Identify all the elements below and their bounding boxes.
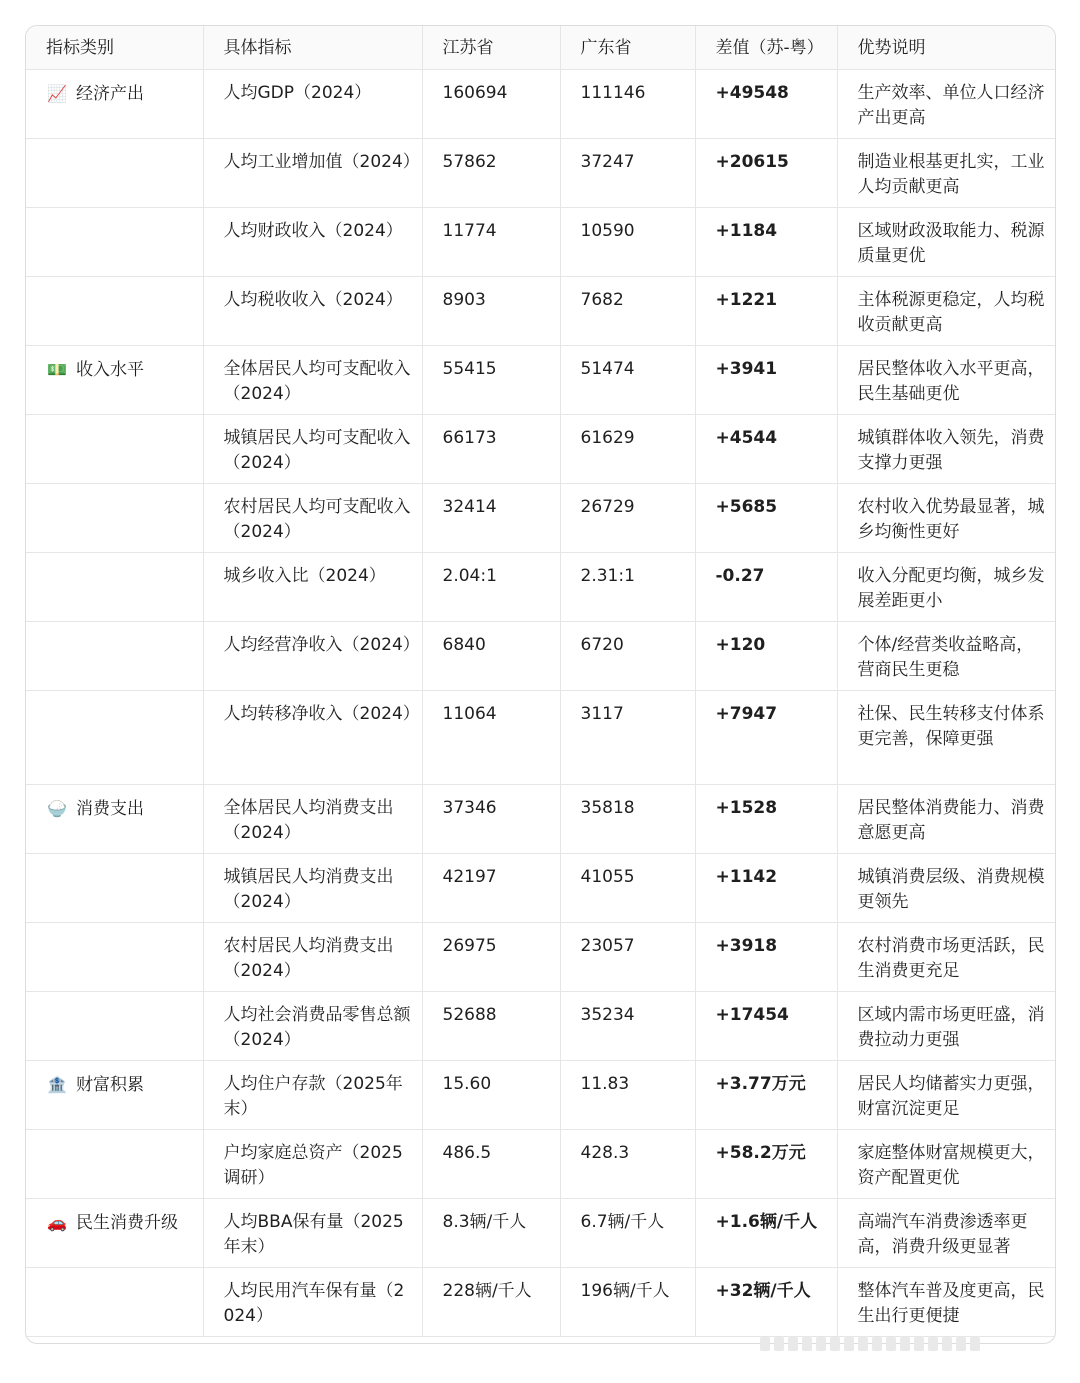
category-cell	[26, 992, 203, 1061]
difference-cell: +32辆/千人	[695, 1268, 837, 1337]
guangdong-value-cell: 26729	[560, 484, 695, 553]
table-row	[26, 622, 1055, 691]
indicator-cell: 人均财政收入（2024）	[203, 208, 422, 277]
table-row	[26, 1268, 1055, 1337]
indicator-cell: 农村居民人均消费支出（2024）	[203, 923, 422, 992]
category-cell	[26, 622, 203, 691]
table-header-row	[26, 26, 1055, 70]
difference-cell: +3.77万元	[695, 1061, 837, 1130]
advantage-note-cell: 制造业根基更扎实，工业人均贡献更高	[837, 139, 1055, 208]
difference-cell: -0.27	[695, 553, 837, 622]
category-cell	[26, 1268, 203, 1337]
difference-cell: +17454	[695, 992, 837, 1061]
guangdong-value-cell: 428.3	[560, 1130, 695, 1199]
advantage-note-cell: 社保、民生转移支付体系更完善，保障更强	[837, 691, 1055, 785]
guangdong-value-cell: 35818	[560, 785, 695, 854]
indicator-cell: 城乡收入比（2024）	[203, 553, 422, 622]
jiangsu-value-cell: 11064	[422, 691, 560, 785]
jiangsu-value-cell: 52688	[422, 992, 560, 1061]
advantage-note-cell: 城镇群体收入领先，消费支撑力更强	[837, 415, 1055, 484]
advantage-note-cell: 城镇消费层级、消费规模更领先	[837, 854, 1055, 923]
chart-increasing-icon: 📈	[47, 84, 67, 103]
difference-cell: +3941	[695, 346, 837, 415]
category-cell	[26, 208, 203, 277]
advantage-note-cell: 整体汽车普及度更高，民生出行更便捷	[837, 1268, 1055, 1337]
advantage-note-cell: 区域内需市场更旺盛，消费拉动力更强	[837, 992, 1055, 1061]
category-label: 消费支出	[76, 799, 144, 819]
table-row	[26, 1130, 1055, 1199]
jiangsu-value-cell: 37346	[422, 785, 560, 854]
category-cell	[26, 346, 203, 415]
indicator-cell: 人均住户存款（2025年末）	[203, 1061, 422, 1130]
difference-cell: +7947	[695, 691, 837, 785]
category-cell	[26, 70, 203, 139]
guangdong-value-cell: 111146	[560, 70, 695, 139]
indicator-cell: 城镇居民人均可支配收入（2024）	[203, 415, 422, 484]
indicator-cell: 人均民用汽车保有量（2024）	[203, 1268, 422, 1337]
shopping-icon: 🍚	[47, 799, 67, 818]
table-row	[26, 1061, 1055, 1130]
bank-icon: 🏦	[47, 1075, 67, 1094]
jiangsu-value-cell: 15.60	[422, 1061, 560, 1130]
table-row	[26, 691, 1055, 785]
guangdong-value-cell: 6720	[560, 622, 695, 691]
guangdong-value-cell: 51474	[560, 346, 695, 415]
difference-cell: +1.6辆/千人	[695, 1199, 837, 1268]
header-category: 指标类别	[26, 26, 203, 70]
category-label: 收入水平	[76, 360, 144, 380]
difference-cell: +20615	[695, 139, 837, 208]
indicator-cell: 全体居民人均可支配收入（2024）	[203, 346, 422, 415]
indicator-cell: 人均转移净收入（2024）	[203, 691, 422, 785]
category-cell	[26, 923, 203, 992]
category-cell	[26, 1130, 203, 1199]
header-indicator: 具体指标	[203, 26, 422, 70]
guangdong-value-cell: 7682	[560, 277, 695, 346]
category-cell	[26, 553, 203, 622]
indicator-cell: 户均家庭总资产（2025调研）	[203, 1130, 422, 1199]
table-row	[26, 1199, 1055, 1268]
money-icon: 💵	[47, 360, 67, 379]
jiangsu-value-cell: 11774	[422, 208, 560, 277]
header-advantage: 优势说明	[837, 26, 1055, 70]
table-row	[26, 70, 1055, 139]
jiangsu-value-cell: 8.3辆/千人	[422, 1199, 560, 1268]
table-row	[26, 139, 1055, 208]
comparison-table	[26, 26, 1055, 1337]
table-row	[26, 346, 1055, 415]
jiangsu-value-cell: 2.04:1	[422, 553, 560, 622]
indicator-cell: 农村居民人均可支配收入（2024）	[203, 484, 422, 553]
indicator-cell: 全体居民人均消费支出（2024）	[203, 785, 422, 854]
advantage-note-cell: 主体税源更稳定，人均税收贡献更高	[837, 277, 1055, 346]
category-label: 经济产出	[76, 84, 144, 104]
table-row	[26, 785, 1055, 854]
advantage-note-cell: 高端汽车消费渗透率更高，消费升级更显著	[837, 1199, 1055, 1268]
category-cell	[26, 139, 203, 208]
difference-cell: +1528	[695, 785, 837, 854]
image-watermark-strip	[760, 1330, 1060, 1358]
difference-cell: +3918	[695, 923, 837, 992]
advantage-note-cell: 收入分配更均衡，城乡发展差距更小	[837, 553, 1055, 622]
table-row	[26, 992, 1055, 1061]
header-difference: 差值（苏-粤）	[695, 26, 837, 70]
guangdong-value-cell: 61629	[560, 415, 695, 484]
category-cell	[26, 484, 203, 553]
difference-cell: +1184	[695, 208, 837, 277]
jiangsu-value-cell: 6840	[422, 622, 560, 691]
header-guangdong: 广东省	[560, 26, 695, 70]
comparison-table-card	[25, 25, 1056, 1344]
table-row	[26, 208, 1055, 277]
difference-cell: +5685	[695, 484, 837, 553]
table-row	[26, 415, 1055, 484]
indicator-cell: 人均工业增加值（2024）	[203, 139, 422, 208]
advantage-note-cell: 区域财政汲取能力、税源质量更优	[837, 208, 1055, 277]
table-row	[26, 923, 1055, 992]
guangdong-value-cell: 41055	[560, 854, 695, 923]
difference-cell: +1221	[695, 277, 837, 346]
advantage-note-cell: 农村收入优势最显著，城乡均衡性更好	[837, 484, 1055, 553]
difference-cell: +58.2万元	[695, 1130, 837, 1199]
indicator-cell: 人均经营净收入（2024）	[203, 622, 422, 691]
indicator-cell: 人均社会消费品零售总额（2024）	[203, 992, 422, 1061]
jiangsu-value-cell: 57862	[422, 139, 560, 208]
guangdong-value-cell: 37247	[560, 139, 695, 208]
indicator-cell: 人均税收收入（2024）	[203, 277, 422, 346]
category-label: 民生消费升级	[76, 1213, 178, 1233]
guangdong-value-cell: 10590	[560, 208, 695, 277]
table-row	[26, 277, 1055, 346]
difference-cell: +4544	[695, 415, 837, 484]
guangdong-value-cell: 11.83	[560, 1061, 695, 1130]
advantage-note-cell: 农村消费市场更活跃，民生消费更充足	[837, 923, 1055, 992]
category-cell	[26, 691, 203, 785]
guangdong-value-cell: 6.7辆/千人	[560, 1199, 695, 1268]
table-row	[26, 553, 1055, 622]
advantage-note-cell: 家庭整体财富规模更大，资产配置更优	[837, 1130, 1055, 1199]
jiangsu-value-cell: 42197	[422, 854, 560, 923]
difference-cell: +49548	[695, 70, 837, 139]
category-label: 财富积累	[76, 1075, 144, 1095]
category-cell	[26, 1199, 203, 1268]
table-row	[26, 484, 1055, 553]
guangdong-value-cell: 196辆/千人	[560, 1268, 695, 1337]
jiangsu-value-cell: 160694	[422, 70, 560, 139]
category-cell	[26, 785, 203, 854]
category-cell	[26, 1061, 203, 1130]
jiangsu-value-cell: 66173	[422, 415, 560, 484]
advantage-note-cell: 居民整体消费能力、消费意愿更高	[837, 785, 1055, 854]
car-icon: 🚗	[47, 1213, 67, 1232]
advantage-note-cell: 个体/经营类收益略高，营商民生更稳	[837, 622, 1055, 691]
advantage-note-cell: 居民人均储蓄实力更强，财富沉淀更足	[837, 1061, 1055, 1130]
jiangsu-value-cell: 26975	[422, 923, 560, 992]
jiangsu-value-cell: 8903	[422, 277, 560, 346]
indicator-cell: 城镇居民人均消费支出（2024）	[203, 854, 422, 923]
advantage-note-cell: 生产效率、单位人口经济产出更高	[837, 70, 1055, 139]
guangdong-value-cell: 2.31:1	[560, 553, 695, 622]
difference-cell: +120	[695, 622, 837, 691]
header-jiangsu: 江苏省	[422, 26, 560, 70]
jiangsu-value-cell: 486.5	[422, 1130, 560, 1199]
jiangsu-value-cell: 228辆/千人	[422, 1268, 560, 1337]
category-cell	[26, 854, 203, 923]
guangdong-value-cell: 35234	[560, 992, 695, 1061]
indicator-cell: 人均BBA保有量（2025年末）	[203, 1199, 422, 1268]
indicator-cell: 人均GDP（2024）	[203, 70, 422, 139]
guangdong-value-cell: 23057	[560, 923, 695, 992]
category-cell	[26, 415, 203, 484]
difference-cell: +1142	[695, 854, 837, 923]
guangdong-value-cell: 3117	[560, 691, 695, 785]
table-row	[26, 854, 1055, 923]
category-cell	[26, 277, 203, 346]
advantage-note-cell: 居民整体收入水平更高，民生基础更优	[837, 346, 1055, 415]
jiangsu-value-cell: 55415	[422, 346, 560, 415]
jiangsu-value-cell: 32414	[422, 484, 560, 553]
